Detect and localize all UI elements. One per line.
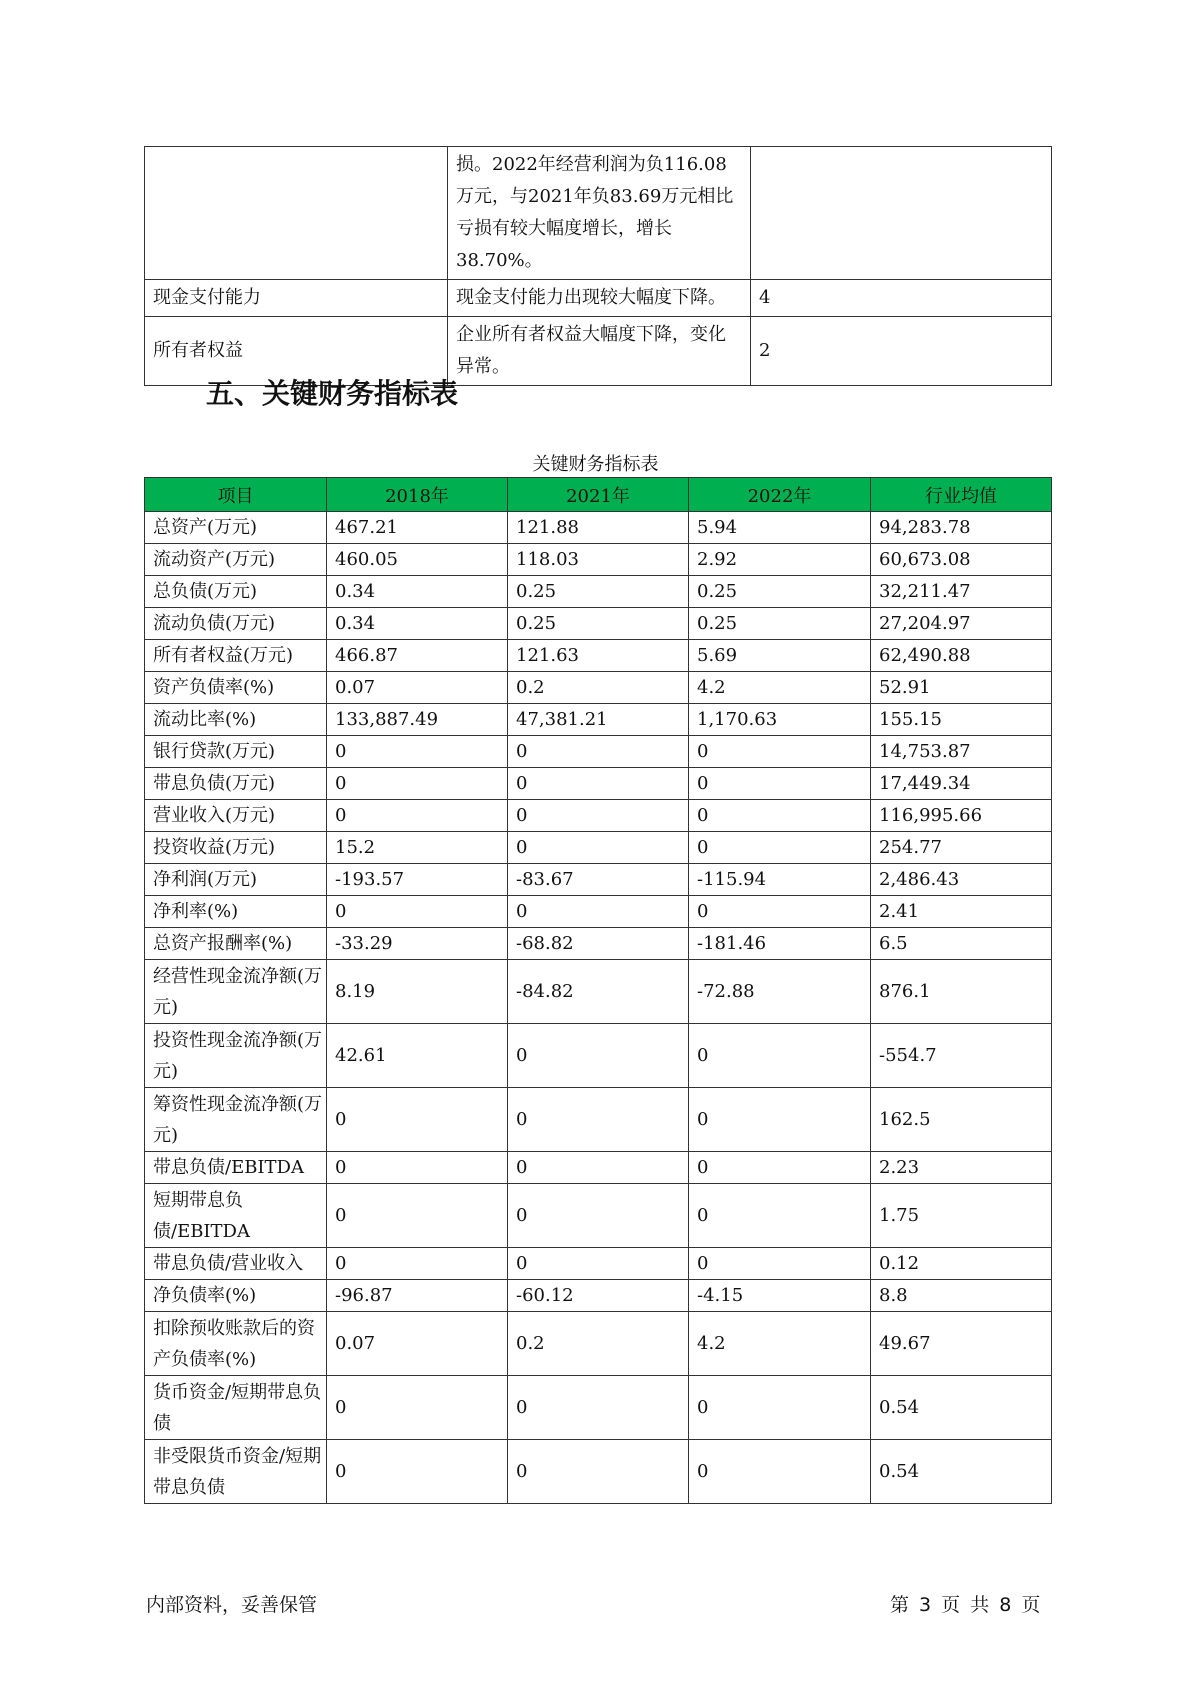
indicator-label: 筹资性现金流净额(万元) [145,1088,327,1152]
indicator-value: 0 [689,1440,871,1504]
indicator-value: 2.92 [689,544,871,576]
indicator-value: -554.7 [871,1024,1052,1088]
table-row [145,608,1052,640]
footer-confidential-note: 内部资料，妥善保管 [146,1594,318,1616]
indicator-value: -60.12 [508,1280,689,1312]
indicator-value: 0 [508,896,689,928]
table-row [145,896,1052,928]
assessment-description: 损。2022年经营利润为负116.08万元，与2021年负83.69万元相比亏损有较大幅度增长，增长38.70%。 [448,147,751,280]
indicator-value: 0 [327,1184,508,1248]
indicator-value: 460.05 [327,544,508,576]
table-row [145,736,1052,768]
indicator-label: 带息负债/EBITDA [145,1152,327,1184]
indicator-value: 27,204.97 [871,608,1052,640]
indicator-value: 0 [327,1248,508,1280]
assessment-row [145,147,1052,280]
indicator-value: 0 [689,896,871,928]
table-row [145,832,1052,864]
indicator-value: 0.2 [508,672,689,704]
table-row [145,1152,1052,1184]
indicator-value: 4.2 [689,672,871,704]
indicator-value: 466.87 [327,640,508,672]
indicator-value: 0 [689,800,871,832]
table-row [145,576,1052,608]
indicator-label: 带息负债(万元) [145,768,327,800]
indicator-value: 17,449.34 [871,768,1052,800]
indicator-value: 0.54 [871,1440,1052,1504]
indicator-value: 0 [689,1376,871,1440]
indicator-value: 0.25 [689,608,871,640]
header-2018: 2018年 [327,478,508,512]
table-row [145,864,1052,896]
indicator-value: 155.15 [871,704,1052,736]
table-header-row [145,478,1052,512]
indicator-value: 5.94 [689,512,871,544]
indicator-value: 0 [508,1376,689,1440]
indicator-label: 经营性现金流净额(万元) [145,960,327,1024]
indicator-value: 0 [327,1376,508,1440]
indicator-label: 流动比率(%) [145,704,327,736]
assessment-label: 所有者权益 [145,317,448,386]
indicator-label: 流动资产(万元) [145,544,327,576]
indicator-value: 15.2 [327,832,508,864]
indicator-value: 0 [508,1024,689,1088]
indicator-label: 银行贷款(万元) [145,736,327,768]
assessment-score: 2 [751,317,1052,386]
indicator-value: 0.54 [871,1376,1052,1440]
indicator-value: 6.5 [871,928,1052,960]
indicator-label: 总负债(万元) [145,576,327,608]
indicator-value: 2.41 [871,896,1052,928]
indicator-value: -72.88 [689,960,871,1024]
indicator-value: 47,381.21 [508,704,689,736]
indicator-label: 资产负债率(%) [145,672,327,704]
indicator-value: 62,490.88 [871,640,1052,672]
indicator-value: 0.25 [689,576,871,608]
indicator-value: -84.82 [508,960,689,1024]
indicator-value: 116,995.66 [871,800,1052,832]
indicator-value: 0 [689,1248,871,1280]
indicator-label: 非受限货币资金/短期带息负债 [145,1440,327,1504]
indicator-value: -68.82 [508,928,689,960]
indicator-value: 1,170.63 [689,704,871,736]
indicator-label: 货币资金/短期带息负债 [145,1376,327,1440]
assessment-score: 4 [751,280,1052,317]
indicator-label: 投资收益(万元) [145,832,327,864]
assessment-description: 企业所有者权益大幅度下降，变化异常。 [448,317,751,386]
table-row [145,512,1052,544]
indicator-value: 49.67 [871,1312,1052,1376]
header-item: 项目 [145,478,327,512]
table-row [145,928,1052,960]
indicator-value: 0 [689,736,871,768]
indicator-value: 0.2 [508,1312,689,1376]
indicator-value: 0 [508,736,689,768]
indicator-value: -4.15 [689,1280,871,1312]
key-financial-indicators-table [144,477,1052,1504]
table-row [145,1376,1052,1440]
indicator-value: 4.2 [689,1312,871,1376]
indicator-value: 2,486.43 [871,864,1052,896]
indicator-value: -33.29 [327,928,508,960]
assessment-label: 现金支付能力 [145,280,448,317]
indicator-label: 短期带息负债/EBITDA [145,1184,327,1248]
indicator-value: -83.67 [508,864,689,896]
indicator-label: 扣除预收账款后的资产负债率(%) [145,1312,327,1376]
indicator-value: 0.25 [508,576,689,608]
indicator-label: 总资产报酬率(%) [145,928,327,960]
indicator-value: 8.8 [871,1280,1052,1312]
indicator-value: 0 [327,800,508,832]
indicator-value: 254.77 [871,832,1052,864]
indicator-label: 净利率(%) [145,896,327,928]
indicator-value: 162.5 [871,1088,1052,1152]
indicator-value: 0.34 [327,608,508,640]
header-2021: 2021年 [508,478,689,512]
table-row [145,1088,1052,1152]
indicator-label: 所有者权益(万元) [145,640,327,672]
indicator-value: 0 [689,1152,871,1184]
assessment-score [751,147,1052,280]
indicator-value: 0 [689,832,871,864]
indicator-value: 14,753.87 [871,736,1052,768]
table-row [145,800,1052,832]
indicator-value: 0 [327,1088,508,1152]
indicator-label: 总资产(万元) [145,512,327,544]
header-2022: 2022年 [689,478,871,512]
indicator-value: 0 [508,1088,689,1152]
table-row [145,1024,1052,1088]
table-row [145,544,1052,576]
indicator-value: 0 [689,1088,871,1152]
assessment-label [145,147,448,280]
table-row [145,960,1052,1024]
indicator-value: 2.23 [871,1152,1052,1184]
indicator-value: 8.19 [327,960,508,1024]
indicator-label: 流动负债(万元) [145,608,327,640]
table-row [145,1280,1052,1312]
indicator-value: 0 [508,1248,689,1280]
indicator-value: 5.69 [689,640,871,672]
indicator-value: 0 [689,1024,871,1088]
indicator-value: 0.07 [327,1312,508,1376]
continued-assessment-table [144,146,1052,386]
indicator-value: 1.75 [871,1184,1052,1248]
assessment-description: 现金支付能力出现较大幅度下降。 [448,280,751,317]
indicator-value: -96.87 [327,1280,508,1312]
indicator-value: 0 [508,1152,689,1184]
table-row [145,1440,1052,1504]
table-row [145,1312,1052,1376]
indicator-label: 净负债率(%) [145,1280,327,1312]
indicator-value: -193.57 [327,864,508,896]
table-row [145,640,1052,672]
indicator-value: 0.34 [327,576,508,608]
indicator-value: 60,673.08 [871,544,1052,576]
indicator-value: 0 [327,1152,508,1184]
indicator-value: 0.25 [508,608,689,640]
indicator-value: 0 [508,1440,689,1504]
table-row [145,1248,1052,1280]
indicator-value: 0 [327,1440,508,1504]
table-caption: 关键财务指标表 [532,454,659,475]
indicator-label: 净利润(万元) [145,864,327,896]
indicator-value: 52.91 [871,672,1052,704]
indicator-value: 0 [327,768,508,800]
indicator-value: 42.61 [327,1024,508,1088]
indicator-value: 121.88 [508,512,689,544]
table-row [145,672,1052,704]
indicator-value: 0.12 [871,1248,1052,1280]
footer-page-number: 第 3 页 共 8 页 [890,1594,1041,1616]
indicator-value: 0 [689,768,871,800]
indicator-value: 0.07 [327,672,508,704]
indicator-value: 0 [508,800,689,832]
section-heading: 五、关键财务指标表 [206,377,459,410]
indicator-value: -181.46 [689,928,871,960]
indicator-label: 营业收入(万元) [145,800,327,832]
table-row [145,704,1052,736]
indicator-label: 带息负债/营业收入 [145,1248,327,1280]
indicator-value: 0 [508,1184,689,1248]
indicator-value: 0 [327,896,508,928]
indicator-value: -115.94 [689,864,871,896]
table-row [145,768,1052,800]
indicator-value: 32,211.47 [871,576,1052,608]
table-row [145,1184,1052,1248]
indicator-value: 94,283.78 [871,512,1052,544]
indicator-value: 133,887.49 [327,704,508,736]
indicator-label: 投资性现金流净额(万元) [145,1024,327,1088]
header-industry-average: 行业均值 [871,478,1052,512]
indicator-value: 876.1 [871,960,1052,1024]
indicator-value: 0 [327,736,508,768]
indicator-value: 0 [689,1184,871,1248]
indicator-value: 121.63 [508,640,689,672]
assessment-row [145,280,1052,317]
indicator-value: 0 [508,768,689,800]
indicator-value: 118.03 [508,544,689,576]
indicator-value: 0 [508,832,689,864]
indicator-value: 467.21 [327,512,508,544]
